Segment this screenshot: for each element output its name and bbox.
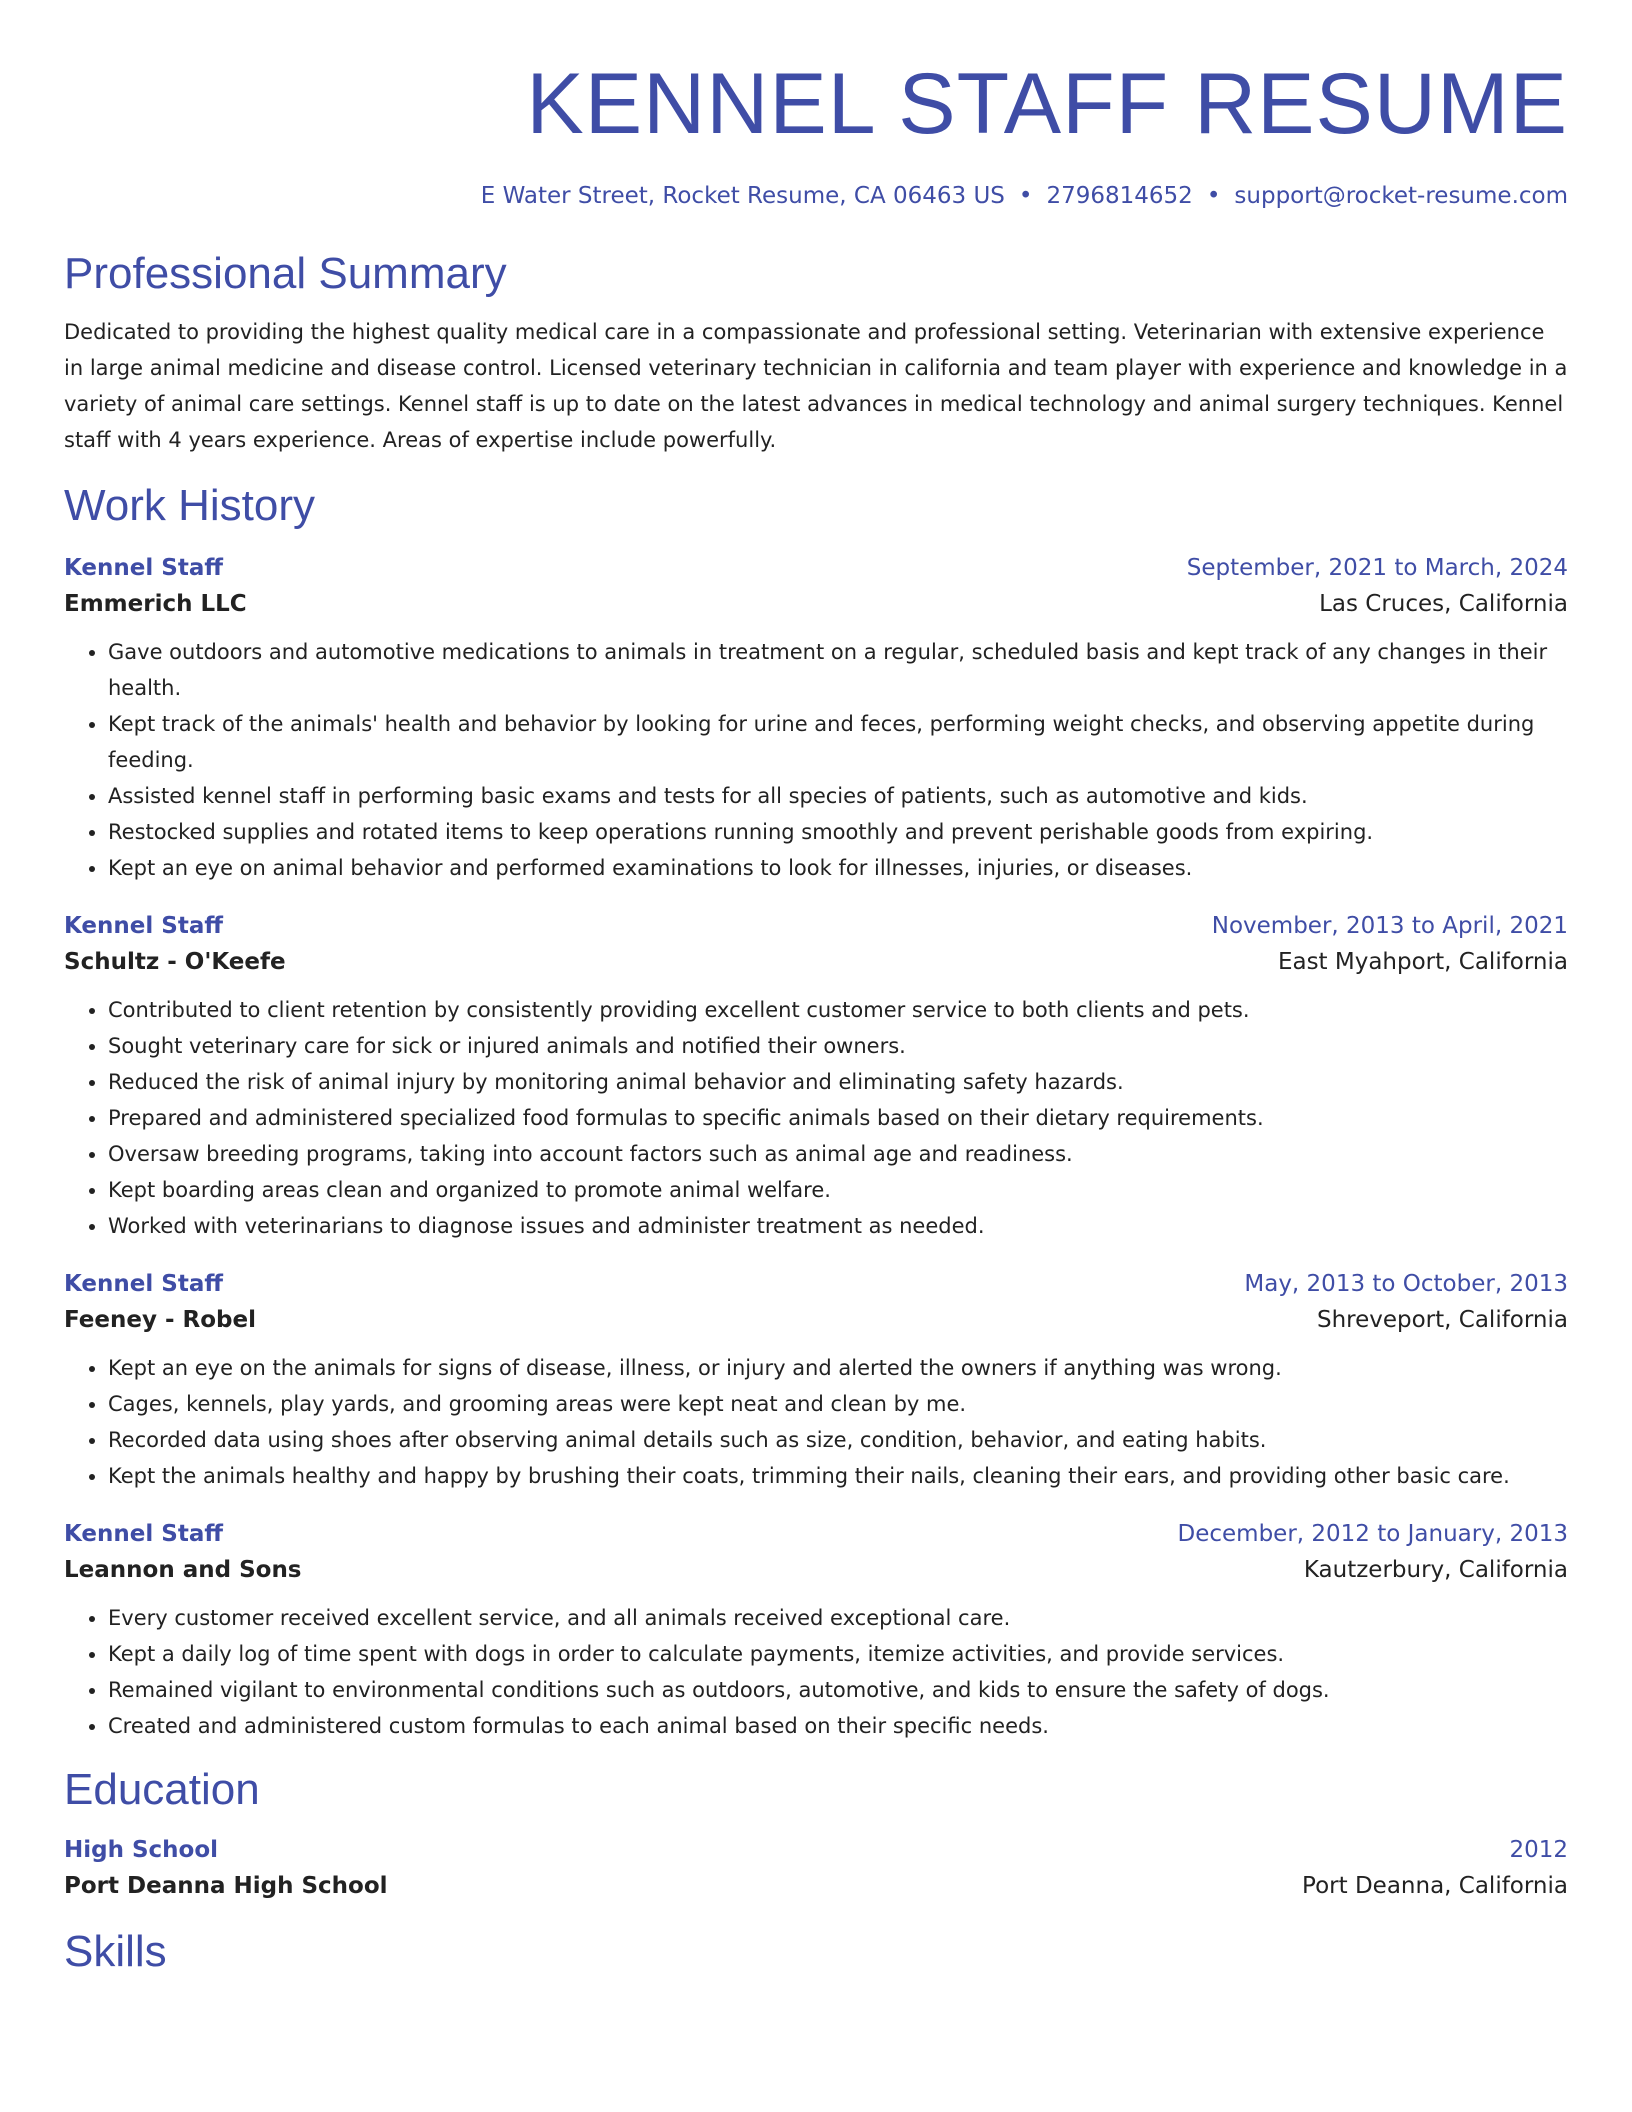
job-location: Kautzerbury, California — [1303, 1557, 1568, 1583]
job-entry — [64, 908, 1568, 1244]
education-location: Port Deanna, California — [1302, 1873, 1568, 1899]
job-bullet: • Kept a daily log of time spent with dogs in order to calculate payments, itemize activities, and provide services. — [108, 1636, 1568, 1672]
job-location: Shreveport, California — [1316, 1307, 1568, 1333]
job-bullet: • Assisted kennel staff in performing basic exams and tests for all species of patients, such as automotive and kids. — [108, 778, 1568, 814]
job-location: East Myahport, California — [1277, 949, 1568, 975]
resume-title: KENNEL STAFF RESUME — [526, 56, 1568, 152]
job-bullets — [64, 1600, 1568, 1744]
job-company: Leannon and Sons — [64, 1557, 302, 1583]
education-year: 2012 — [1509, 1837, 1568, 1863]
job-header-row — [64, 908, 1568, 944]
education-school: Port Deanna High School — [64, 1873, 388, 1899]
contact-email: support@rocket-resume.com — [1234, 183, 1568, 209]
job-bullet: • Sought veterinary care for sick or injured animals and notified their owners. — [108, 1028, 1568, 1064]
job-bullet: • Contributed to client retention by consistently providing excellent customer service to both clients and pets. — [108, 992, 1568, 1028]
job-title: Kennel Staff — [64, 913, 223, 939]
contact-separator: • — [1206, 183, 1221, 209]
job-bullet: • Reduced the risk of animal injury by monitoring animal behavior and eliminating safety hazards. — [108, 1064, 1568, 1100]
job-entry — [64, 1266, 1568, 1494]
job-header-row — [64, 550, 1568, 586]
job-bullet: • Gave outdoors and automotive medications to animals in treatment on a regular, scheduled basis and kept track of any changes in their health. — [108, 634, 1568, 706]
job-entry — [64, 550, 1568, 886]
summary-heading: Professional Summary — [64, 249, 507, 298]
contact-address: E Water Street, Rocket Resume, CA 06463 US — [480, 183, 1005, 209]
job-bullets — [64, 634, 1568, 886]
job-bullet: • Worked with veterinarians to diagnose issues and administer treatment as needed. — [108, 1208, 1568, 1244]
job-dates: December, 2012 to January, 2013 — [1177, 1521, 1568, 1547]
skills-heading: Skills — [64, 1927, 167, 1976]
job-dates: May, 2013 to October, 2013 — [1244, 1271, 1568, 1297]
contact-separator: • — [1018, 183, 1033, 209]
job-bullet: • Cages, kennels, play yards, and grooming areas were kept neat and clean by me. — [108, 1386, 1568, 1422]
job-bullet: • Kept an eye on animal behavior and performed examinations to look for illnesses, injuries, or diseases. — [108, 850, 1568, 886]
job-company-row — [64, 1302, 1568, 1338]
job-title: Kennel Staff — [64, 555, 223, 581]
job-company-row — [64, 586, 1568, 622]
education-entry — [64, 1832, 1568, 1904]
job-bullet: • Recorded data using shoes after observing animal details such as size, condition, behavior, and eating habits. — [108, 1422, 1568, 1458]
job-company: Emmerich LLC — [64, 591, 247, 617]
work-history-heading: Work History — [64, 481, 315, 530]
job-bullets — [64, 992, 1568, 1244]
job-bullet: • Kept track of the animals' health and behavior by looking for urine and feces, performing weight checks, and observing appetite during feeding. — [108, 706, 1568, 778]
education-header-row — [64, 1832, 1568, 1868]
job-company-row — [64, 1552, 1568, 1588]
job-bullet: • Oversaw breeding programs, taking into account factors such as animal age and readiness. — [108, 1136, 1568, 1172]
job-bullet: • Remained vigilant to environmental conditions such as outdoors, automotive, and kids to ensure the safety of dogs. — [108, 1672, 1568, 1708]
job-bullet: • Kept boarding areas clean and organized to promote animal welfare. — [108, 1172, 1568, 1208]
job-dates: November, 2013 to April, 2021 — [1211, 913, 1568, 939]
job-title: Kennel Staff — [64, 1271, 223, 1297]
job-bullet: • Restocked supplies and rotated items to keep operations running smoothly and prevent perishable goods from expiring. — [108, 814, 1568, 850]
contact-line — [64, 182, 1568, 210]
education-degree: High School — [64, 1837, 219, 1863]
job-location: Las Cruces, California — [1319, 591, 1568, 617]
job-entry — [64, 1516, 1568, 1744]
resume-page — [64, 0, 1568, 1978]
job-header-row — [64, 1266, 1568, 1302]
job-header-row — [64, 1516, 1568, 1552]
education-heading: Education — [64, 1765, 260, 1814]
job-company: Schultz - O'Keefe — [64, 949, 286, 975]
job-company-row — [64, 944, 1568, 980]
job-dates: September, 2021 to March, 2024 — [1186, 555, 1568, 581]
job-title: Kennel Staff — [64, 1521, 223, 1547]
contact-phone: 2796814652 — [1046, 183, 1193, 209]
job-bullet: • Kept an eye on the animals for signs of disease, illness, or injury and alerted the owners if anything was wrong. — [108, 1350, 1568, 1386]
education-school-row — [64, 1868, 1568, 1904]
job-bullet: • Prepared and administered specialized food formulas to specific animals based on their dietary requirements. — [108, 1100, 1568, 1136]
job-bullet: • Created and administered custom formulas to each animal based on their specific needs. — [108, 1708, 1568, 1744]
job-bullet: • Kept the animals healthy and happy by brushing their coats, trimming their nails, cleaning their ears, and providing other basic care. — [108, 1458, 1568, 1494]
job-bullets — [64, 1350, 1568, 1494]
job-company: Feeney - Robel — [64, 1307, 256, 1333]
job-bullet: • Every customer received excellent service, and all animals received exceptional care. — [108, 1600, 1568, 1636]
summary-text: Dedicated to providing the highest quality medical care in a compassionate and professional setting. Veterinarian with extensive experience in large animal medicine and disease control. Licensed veterinary technician in california and team player with experience and knowledge in a variety of animal care settings. Kennel staff is up to date on the latest advances in medical technology and animal surgery techniques. Kennel staff with 4 years experience. Areas of expertise include powerfully. — [64, 320, 1568, 452]
